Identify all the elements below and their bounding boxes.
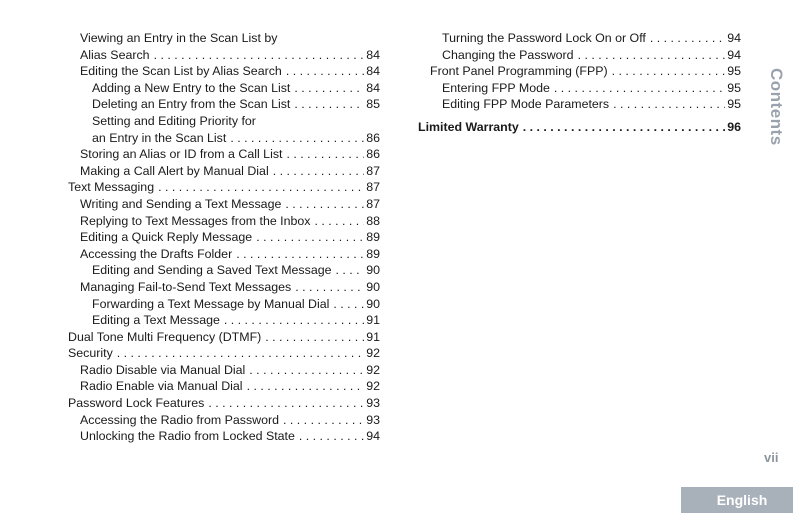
toc-entry-title: Making a Call Alert by Manual Dial: [80, 163, 269, 178]
toc-entry-title: Radio Disable via Manual Dial: [80, 362, 246, 377]
toc-entry-editing-text[interactable]: [68, 312, 380, 329]
language-tab-label: English: [716, 492, 768, 508]
toc-entry-title: Text Messaging: [68, 180, 155, 195]
toc-entry-title: Accessing the Radio from Password: [80, 412, 280, 427]
toc-entry-writing-sending[interactable]: [68, 196, 380, 213]
toc-left-column: [68, 30, 380, 445]
toc-entry-editing-fpp[interactable]: [418, 96, 741, 113]
dot-leader: [329, 296, 364, 313]
toc-page-number: 88: [366, 213, 380, 228]
toc-page-number: 85: [366, 97, 380, 112]
toc-entry-title: Viewing an Entry in the Scan List by: [80, 31, 278, 45]
toc-page-number: 92: [366, 379, 380, 394]
toc-page-number: 87: [366, 163, 380, 178]
dot-leader: [332, 262, 365, 279]
toc-page-number: 93: [366, 396, 380, 411]
toc-entry-drafts-folder[interactable]: [68, 246, 380, 263]
toc-entry-title: Managing Fail-to-Send Text Messages: [80, 279, 292, 294]
toc-entry-entering-fpp[interactable]: [418, 80, 741, 97]
toc-page-number: 90: [366, 263, 380, 278]
toc-page-number: 94: [366, 429, 380, 444]
toc-page-number: 93: [366, 412, 380, 427]
dot-leader: [252, 229, 364, 246]
dot-leader: [269, 163, 365, 180]
toc-entry-title: Turning the Password Lock On or Off: [442, 31, 646, 45]
dot-leader: [608, 63, 726, 80]
dot-leader: [154, 179, 364, 196]
dot-leader: [282, 63, 364, 80]
toc-entry-title: Dual Tone Multi Frequency (DTMF): [68, 329, 262, 344]
toc-entry-title: Accessing the Drafts Folder: [80, 246, 233, 261]
toc-entry-deleting-entry[interactable]: [68, 96, 380, 113]
page-number: vii: [764, 450, 779, 465]
toc-entry-forwarding[interactable]: [68, 296, 380, 313]
toc-entry-replying[interactable]: [68, 213, 380, 230]
dot-leader: [243, 378, 365, 395]
toc-page-number: 90: [366, 296, 380, 311]
toc-page-number: 86: [366, 130, 380, 145]
toc-entry-title: Editing a Quick Reply Message: [80, 230, 253, 245]
toc-entry-title: Setting and Editing Priority for: [92, 113, 256, 128]
dot-leader: [519, 119, 725, 136]
toc-entry-title: Password Lock Features: [68, 396, 205, 411]
toc-page-number: 84: [366, 64, 380, 79]
toc-page-number: 87: [366, 196, 380, 211]
toc-entry-title: Editing and Sending a Saved Text Message: [92, 263, 332, 278]
toc-page-number: 94: [727, 31, 741, 45]
dot-leader: [646, 30, 725, 47]
toc-entry-changing-password[interactable]: [418, 47, 741, 64]
toc-page-number: 92: [366, 362, 380, 377]
dot-leader: [290, 80, 364, 97]
toc-entry-text-messaging[interactable]: [68, 179, 380, 196]
toc-page-number: 90: [366, 279, 380, 294]
dot-leader: [295, 428, 364, 445]
dot-leader: [204, 395, 364, 412]
toc-entry-title: Front Panel Programming (FPP): [430, 64, 608, 79]
toc-entry-radio-disable[interactable]: [68, 362, 380, 379]
toc-entry-title: Entering FPP Mode: [442, 80, 550, 95]
toc-entry-security[interactable]: [68, 345, 380, 362]
toc-entry-saved-text[interactable]: [68, 262, 380, 279]
toc-entry-title: Forwarding a Text Message by Manual Dial: [92, 296, 330, 311]
toc-page-number: 89: [366, 230, 380, 245]
toc-page-number: 94: [727, 47, 741, 62]
toc-entry-title: Storing an Alias or ID from a Call List: [80, 147, 283, 162]
toc-entry-title: Writing and Sending a Text Message: [80, 196, 282, 211]
dot-leader: [232, 246, 364, 263]
dot-leader: [574, 47, 726, 64]
toc-entry-title: Replying to Text Messages from the Inbox: [80, 213, 311, 228]
toc-entry-storing-alias[interactable]: [68, 146, 380, 163]
toc-entry-title-cont: an Entry in the Scan List: [92, 130, 227, 145]
contents-side-tab: Contents: [767, 68, 786, 146]
dot-leader: [220, 312, 364, 329]
toc-entry-password-lock[interactable]: [68, 395, 380, 412]
dot-leader: [291, 279, 364, 296]
dot-leader: [609, 96, 725, 113]
toc-entry-editing-scan-list[interactable]: [68, 63, 380, 80]
toc-page-number: 92: [366, 346, 380, 361]
dot-leader: [282, 146, 364, 163]
toc-entry-turning-password-lock[interactable]: [418, 30, 741, 47]
toc-entry-title-cont: Alias Search: [80, 47, 150, 62]
toc-entry-adding-new-entry[interactable]: [68, 80, 380, 97]
dot-leader: [226, 130, 364, 147]
toc-entry-title: Limited Warranty: [418, 119, 519, 134]
toc-entry-title: Radio Enable via Manual Dial: [80, 379, 243, 394]
dot-leader: [311, 213, 365, 230]
toc-entry-title: Editing FPP Mode Parameters: [442, 97, 610, 112]
toc-page-number: 91: [366, 329, 380, 344]
toc-entry-dtmf[interactable]: [68, 329, 380, 346]
toc-entry-title: Editing the Scan List by Alias Search: [80, 64, 282, 79]
toc-entry-fpp[interactable]: [418, 63, 741, 80]
toc-entry-fail-to-send[interactable]: [68, 279, 380, 296]
dot-leader: [550, 80, 725, 97]
toc-page-number: 95: [727, 80, 741, 95]
toc-entry-limited-warranty[interactable]: [418, 119, 741, 136]
toc-page-number: 89: [366, 246, 380, 261]
toc-entry-setting-priority[interactable]: [68, 113, 380, 146]
toc-page-number: 95: [727, 97, 741, 112]
dot-leader: [113, 345, 364, 362]
toc-page-number: 84: [366, 80, 380, 95]
toc-page-number: 87: [366, 180, 380, 195]
toc-entry-unlocking-radio[interactable]: [68, 428, 380, 445]
dot-leader: [245, 362, 364, 379]
toc-page-number: 91: [366, 313, 380, 328]
toc-page-number: 86: [366, 147, 380, 162]
toc-page-number: 96: [727, 119, 741, 134]
toc-entry-title: Deleting an Entry from the Scan List: [92, 97, 291, 112]
toc-entry-radio-enable[interactable]: [68, 378, 380, 395]
dot-leader: [290, 96, 364, 113]
dot-leader: [279, 412, 364, 429]
toc-right-column: [418, 30, 741, 136]
toc-entry-accessing-radio[interactable]: [68, 412, 380, 429]
toc-entry-title: Unlocking the Radio from Locked State: [80, 429, 295, 444]
toc-page-number: 95: [727, 64, 741, 79]
toc-entry-quick-reply[interactable]: [68, 229, 380, 246]
toc-entry-title: Adding a New Entry to the Scan List: [92, 80, 291, 95]
toc-entry-title: Editing a Text Message: [92, 313, 220, 328]
toc-entry-viewing-entry-scan-list[interactable]: [68, 30, 380, 63]
toc-entry-title: Changing the Password: [442, 47, 574, 62]
toc-entry-title: Security: [68, 346, 113, 361]
language-tab: [681, 487, 793, 513]
dot-leader: [281, 196, 364, 213]
dot-leader: [150, 47, 365, 64]
toc-page-number: 84: [366, 47, 380, 62]
dot-leader: [261, 329, 364, 346]
toc-entry-call-alert[interactable]: [68, 163, 380, 180]
